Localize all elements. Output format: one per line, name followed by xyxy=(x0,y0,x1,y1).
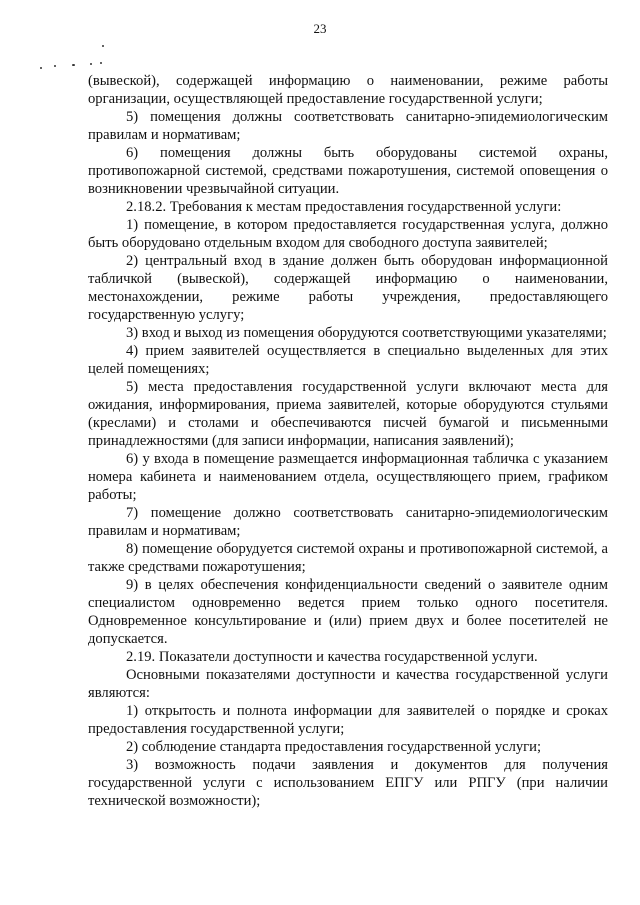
page-number: 23 xyxy=(313,21,327,36)
paragraph: 2.18.2. Требования к местам предоставления государственной услуги: xyxy=(126,199,562,215)
paragraph: 3) возможность подачи заявления и документов для получения государственной услуги с использованием ЕПГУ или РПГУ (при наличии технической возможности); xyxy=(88,757,608,809)
paragraph: 5) места предоставления государственной услуги включают места для ожидания, информирования, приема заявителей, которые оборудуются стульями (креслами) и столами и обеспечиваются писчей бумагой и письменными принадлежностями (для записи информации, написания заявлений); xyxy=(88,379,608,449)
paragraph: 6) у входа в помещение размещается информационная табличка с указанием номера кабинета и наименованием отдела, осуществляющего прием, графиком работы; xyxy=(88,451,608,503)
paragraph: 2) центральный вход в здание должен быть оборудован информационной табличкой (вывеской), содержащей информацию о наименовании, местонахождении, режиме работы учреждения, предоставляющего государственную услугу; xyxy=(88,253,608,323)
paragraph: 4) прием заявителей осуществляется в специально выделенных для этих целей помещениях; xyxy=(88,343,608,377)
paragraph: 6) помещения должны быть оборудованы системой охраны, противопожарной системой, средствами пожаротушения, системой оповещения о возникновении чрезвычайной ситуации. xyxy=(88,145,608,197)
scan-speck xyxy=(100,62,102,64)
scan-speck xyxy=(40,67,42,69)
scan-speck xyxy=(54,65,56,67)
paragraph: 2.19. Показатели доступности и качества государственной услуги. xyxy=(126,649,538,665)
paragraph: Основными показателями доступности и качества государственной услуги являются: xyxy=(88,667,608,701)
paragraph: 1) помещение, в котором предоставляется государственная услуга, должно быть оборудовано отдельным входом для свободного доступа заявителей; xyxy=(88,217,608,251)
paragraph: 7) помещение должно соответствовать санитарно-эпидемиологическим правилам и нормативам; xyxy=(88,505,608,539)
paragraph: 9) в целях обеспечения конфиденциальности сведений о заявителе одним специалистом одновременно ведется прием только одного посетителя. Одновременное консультирование и (или) прием двух и более посетителей не допускается. xyxy=(88,577,608,647)
paragraph: 1) открытость и полнота информации для заявителей о порядке и сроках предоставления государственной услуги; xyxy=(88,703,608,737)
scan-speck xyxy=(72,64,75,66)
paragraph: 5) помещения должны соответствовать санитарно-эпидемиологическим правилам и нормативам; xyxy=(88,109,608,143)
paragraph: (вывеской), содержащей информацию о наименовании, режиме работы организации, осуществляющей предоставление государственной услуги; xyxy=(88,73,608,107)
paragraph: 3) вход и выход из помещения оборудуются соответствующими указателями; xyxy=(126,325,607,341)
scan-speck xyxy=(90,63,92,65)
scan-speck xyxy=(102,45,104,47)
document-body xyxy=(88,72,608,810)
paragraph: 2) соблюдение стандарта предоставления государственной услуги; xyxy=(126,739,542,755)
scan-specks xyxy=(36,45,106,75)
paragraph: 8) помещение оборудуется системой охраны и противопожарной системой, а также средствами пожаротушения; xyxy=(88,541,608,575)
